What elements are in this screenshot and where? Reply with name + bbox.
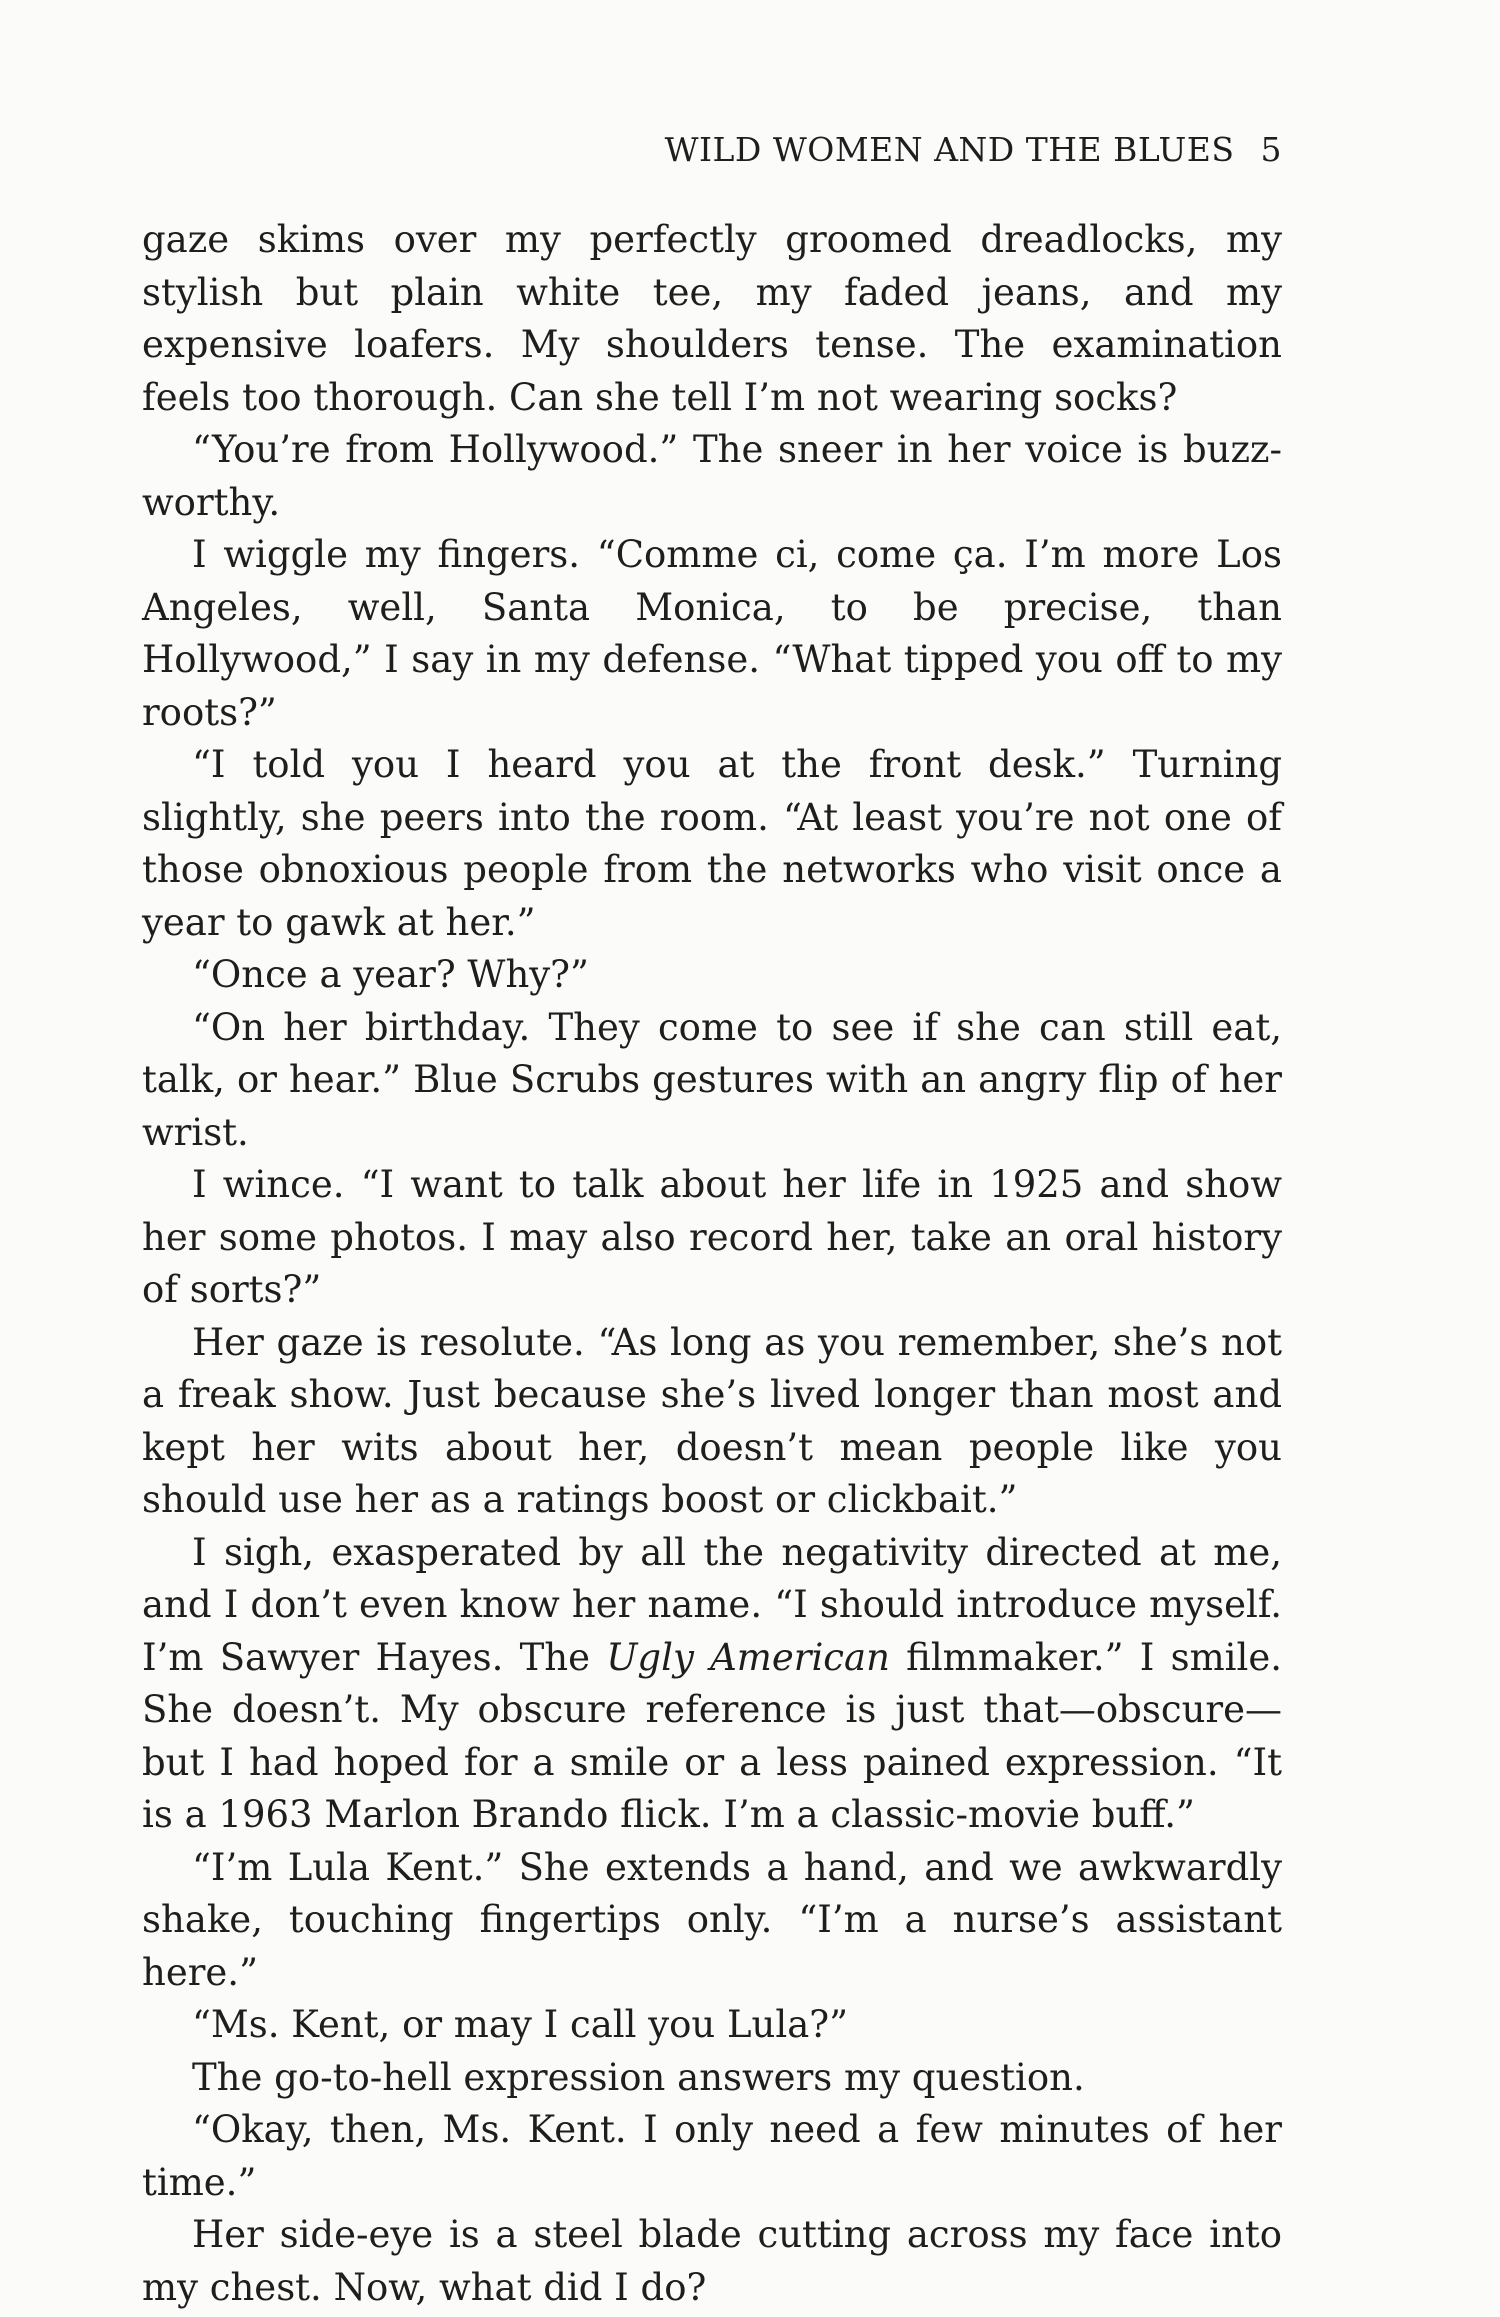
paragraph-text: filmmaker.” I smile. She doesn’t. My obscure reference is just that—obscure—but I had hoped for a smile or a less pained expression. “It is a 1963 Marlon Brando flick. I’m a classic-movie buff.” bbox=[142, 1635, 1282, 1836]
paragraph: “Ms. Kent, or may I call you Lula?” bbox=[192, 2003, 849, 2046]
paragraph: I wince. “I want to talk about her life in 1925 and show her some photos. I may also record her, take an oral history of sorts?” bbox=[142, 1163, 1282, 1311]
paragraph: “You’re from Hollywood.” The sneer in her voice is buzzworthy. bbox=[142, 428, 1282, 524]
running-title: WILD WOMEN AND THE BLUES bbox=[664, 130, 1235, 169]
body-text bbox=[142, 214, 1282, 2314]
paragraph: “I told you I heard you at the front desk.” Turning slightly, she peers into the room. “At least you’re not one of those obnoxious people from the networks who visit once a year to gawk at her.” bbox=[142, 743, 1282, 944]
paragraph bbox=[142, 1527, 1282, 1842]
film-title: Ugly American bbox=[606, 1635, 890, 1679]
paragraph: “Once a year? Why?” bbox=[192, 953, 589, 996]
paragraph: “On her birthday. They come to see if she can still eat, talk, or hear.” Blue Scrubs gestures with an angry flip of her wrist. bbox=[142, 1005, 1282, 1154]
paragraph: Her gaze is resolute. “As long as you remember, she’s not a freak show. Just because she’s lived longer than most and kept her wits about her, doesn’t mean people like you should use her as a ratings boost or clickbait.” bbox=[142, 1320, 1282, 1521]
paragraph: gaze skims over my perfectly groomed dreadlocks, my stylish but plain white tee, my faded jeans, and my expensive loafers. My shoulders tense. The examination feels too thorough. Can she tell I’m not wearing socks? bbox=[142, 218, 1282, 419]
page-number: 5 bbox=[1260, 130, 1282, 169]
paragraph: Her side-eye is a steel blade cutting across my face into my chest. Now, what did I do? bbox=[142, 2213, 1282, 2309]
running-head bbox=[665, 130, 1282, 170]
paragraph: I wiggle my fingers. “Comme ci, come ça. I’m more Los Angeles, well, Santa Monica, to be precise, than Hollywood,” I say in my defense. “What tipped you off to my roots?” bbox=[142, 533, 1282, 734]
paragraph: “I’m Lula Kent.” She extends a hand, and we awkwardly shake, touching fingertips only. “I’m a nurse’s assistant here.” bbox=[142, 1845, 1282, 1994]
paragraph: “Okay, then, Ms. Kent. I only need a few minutes of her time.” bbox=[142, 2108, 1282, 2204]
paragraph-text: I sigh, exasperated by all the negativity directed at me, and I don’t even know her name. “I should introduce myself. I’m Sawyer Hayes. The bbox=[142, 1530, 1282, 1679]
paragraph: The go-to-hell expression answers my question. bbox=[192, 2055, 1085, 2099]
